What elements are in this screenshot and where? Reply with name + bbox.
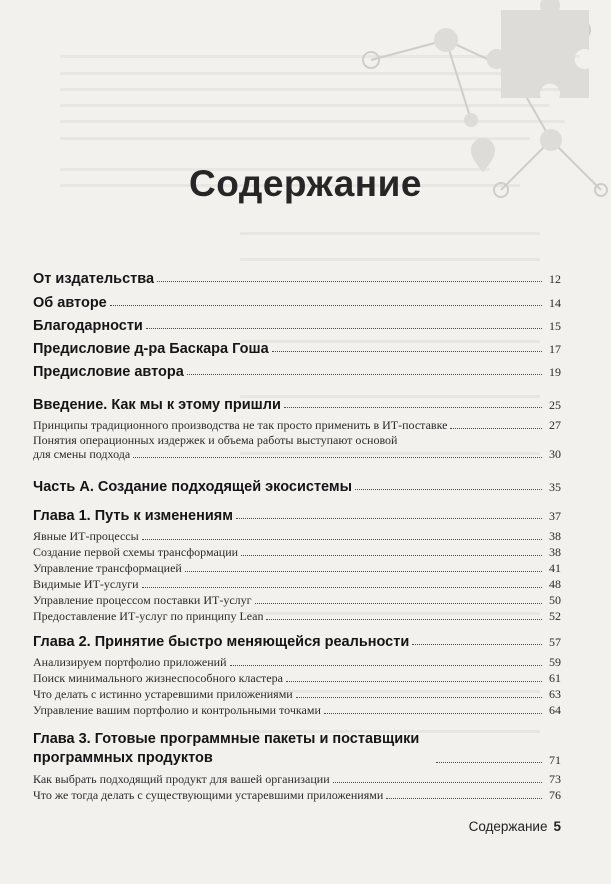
toc-entry-page: 73 <box>549 772 561 786</box>
toc-subentry[interactable] <box>33 772 561 787</box>
leader-dots <box>236 518 542 519</box>
toc-entry-page: 63 <box>549 687 561 701</box>
toc-entry-title: для смены подхода <box>33 447 131 461</box>
leader-dots <box>241 555 542 556</box>
toc-entry-page: 48 <box>549 577 561 591</box>
leader-dots <box>230 665 543 666</box>
leader-dots <box>142 539 542 540</box>
toc-entry[interactable] <box>33 397 561 413</box>
toc-entry-title: Видимые ИТ-услуги <box>33 577 139 591</box>
toc-entry-page: 30 <box>549 447 561 461</box>
leader-dots <box>255 603 542 604</box>
toc-subentry[interactable] <box>33 529 561 544</box>
toc-subentry[interactable] <box>33 655 561 670</box>
toc-entry-title: Поиск минимального жизнеспособного кластера <box>33 671 283 685</box>
toc-entry-page: 15 <box>549 319 561 333</box>
toc-entry-title: Глава 1. Путь к изменениям <box>33 508 233 524</box>
toc-entry-page: 25 <box>549 398 561 412</box>
toc-entry[interactable] <box>33 318 561 334</box>
toc-entry-page: 12 <box>549 272 561 286</box>
footer-section-title: Содержание <box>468 819 548 834</box>
leader-dots <box>146 328 542 329</box>
toc-subentry-first-line[interactable]: Понятия операционных издержек и объема работы выступают основой <box>33 433 398 447</box>
toc-entry-title: Предисловие д-ра Баскара Гоша <box>33 341 269 357</box>
toc-entry-page: 64 <box>549 703 561 717</box>
page-footer <box>0 819 561 834</box>
toc-entry[interactable] <box>33 271 561 287</box>
toc-subentry[interactable] <box>33 788 561 803</box>
toc-entry-title: Что делать с истинно устаревшими приложениями <box>33 687 293 701</box>
toc-entry-title: Предисловие автора <box>33 364 184 380</box>
toc-subentry[interactable] <box>33 687 561 702</box>
leader-dots <box>272 351 542 352</box>
toc-entry-title: Часть А. Создание подходящей экосистемы <box>33 479 353 495</box>
toc-subentry[interactable] <box>33 703 561 718</box>
toc-entry-page: 52 <box>549 609 561 623</box>
toc-entry-title: Создание первой схемы трансформации <box>33 545 239 559</box>
toc-entry-title: Глава 3. Готовые программные пакеты и поставщики программных продуктов <box>33 731 420 766</box>
toc-entry-title: Об авторе <box>33 295 107 311</box>
toc-entry-page: 27 <box>549 418 561 432</box>
toc-entry-page: 57 <box>549 635 561 649</box>
toc-subentry[interactable] <box>33 447 561 462</box>
toc-entry-page: 59 <box>549 655 561 669</box>
leader-dots <box>355 489 542 490</box>
leader-dots <box>157 281 542 282</box>
toc-entry-title: Управление трансформацией <box>33 561 182 575</box>
toc-subentry[interactable] <box>33 593 561 608</box>
toc-entry-page: 19 <box>549 365 561 379</box>
page-title: Содержание <box>189 162 422 204</box>
toc-subentry[interactable] <box>33 577 561 592</box>
toc-subentry[interactable] <box>33 418 561 433</box>
leader-dots <box>187 374 542 375</box>
leader-dots <box>296 697 542 698</box>
toc-entry[interactable] <box>33 364 561 380</box>
toc-entry-title: Принципы традиционного производства не так просто применить в ИТ-поставке <box>33 418 448 432</box>
page-number: 5 <box>553 819 561 834</box>
leader-dots <box>266 619 542 620</box>
toc-entry-page: 38 <box>549 529 561 543</box>
toc-entry-title: Глава 2. Принятие быстро меняющейся реальности <box>33 634 410 650</box>
toc-entry-title: Явные ИТ-процессы <box>33 529 139 543</box>
leader-dots <box>133 457 542 458</box>
toc-entry-page: 35 <box>549 480 561 494</box>
toc-entry[interactable] <box>33 508 561 524</box>
leader-dots <box>284 407 542 408</box>
toc-entry-title: Управление процессом поставки ИТ-услуг <box>33 593 252 607</box>
leader-dots <box>333 782 542 783</box>
toc-entry-page: 38 <box>549 545 561 559</box>
toc-entry-page: 50 <box>549 593 561 607</box>
leader-dots <box>386 798 542 799</box>
toc-entry-title: Как выбрать подходящий продукт для вашей организации <box>33 772 330 786</box>
toc-entry-title: Управление вашим портфолио и контрольными точками <box>33 703 321 717</box>
toc-entry[interactable] <box>33 341 561 357</box>
toc-entry-page: 76 <box>549 788 561 802</box>
toc-entry-page: 14 <box>549 296 561 310</box>
toc-subentry[interactable] <box>33 545 561 560</box>
leader-dots <box>436 762 542 763</box>
toc-entry-title: Предоставление ИТ-услуг по принципу Lean <box>33 609 264 623</box>
toc-subentry[interactable] <box>33 671 561 686</box>
toc-entry-title: Благодарности <box>33 318 143 334</box>
toc-entry-page: 17 <box>549 342 561 356</box>
toc-entry-title: Анализируем портфолио приложений <box>33 655 227 669</box>
toc-entry-title: От издательства <box>33 271 155 287</box>
toc-entry[interactable] <box>33 295 561 311</box>
toc-entry[interactable] <box>33 634 561 650</box>
toc-subentry[interactable] <box>33 609 561 624</box>
toc-entry-page: 61 <box>549 671 561 685</box>
toc-entry-title: Что же тогда делать с существующими устаревшими приложениями <box>33 788 384 802</box>
leader-dots <box>142 587 542 588</box>
leader-dots <box>450 428 542 429</box>
leader-dots <box>324 713 542 714</box>
toc-entry[interactable] <box>33 479 561 495</box>
toc-entry-page: 71 <box>549 753 561 767</box>
toc-entry-page: 41 <box>549 561 561 575</box>
toc-entry-title: Введение. Как мы к этому пришли <box>33 397 281 413</box>
leader-dots <box>110 305 542 306</box>
toc-subentry[interactable] <box>33 561 561 576</box>
leader-dots <box>185 571 542 572</box>
leader-dots <box>412 644 542 645</box>
leader-dots <box>286 681 542 682</box>
toc-entry-page: 37 <box>549 509 561 523</box>
toc-entry[interactable] <box>33 730 561 768</box>
